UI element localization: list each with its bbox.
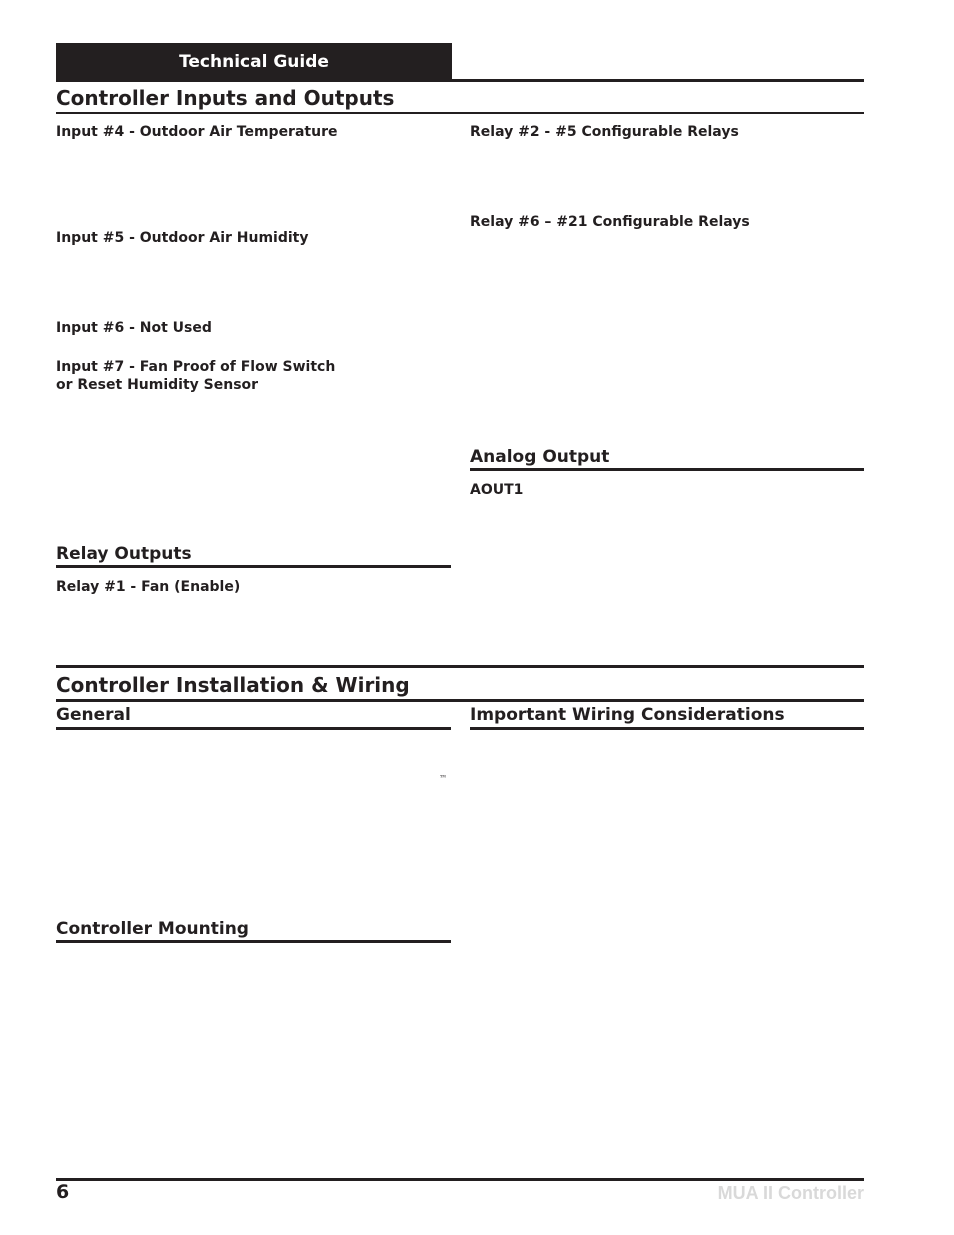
input6-heading: Input #6 - Not Used xyxy=(56,320,212,336)
footer-rule xyxy=(56,1178,864,1181)
section2-rule xyxy=(56,699,864,702)
footer-product-name: MUA II Controller xyxy=(717,1183,864,1203)
header-tab: Technical Guide xyxy=(56,43,452,80)
section-title-inputs-outputs: Controller Inputs and Outputs xyxy=(56,86,395,110)
controller-mounting-title: Controller Mounting xyxy=(56,919,249,939)
wiring-considerations-title: Important Wiring Considerations xyxy=(470,705,785,725)
section2-top-rule xyxy=(56,665,864,668)
trademark-symbol: ™ xyxy=(439,774,447,783)
analog-output-rule xyxy=(470,468,864,471)
input7-heading-line1: Input #7 - Fan Proof of Flow Switch xyxy=(56,359,336,375)
input4-heading: Input #4 - Outdoor Air Temperature xyxy=(56,124,338,140)
section-rule xyxy=(56,112,864,114)
header-rule xyxy=(56,79,864,82)
analog-output-title: Analog Output xyxy=(470,447,610,467)
relay-outputs-rule xyxy=(56,565,451,568)
wiring-considerations-rule xyxy=(470,727,864,730)
page-number: 6 xyxy=(56,1181,70,1203)
input5-heading: Input #5 - Outdoor Air Humidity xyxy=(56,230,309,246)
relay6-21-heading: Relay #6 – #21 Configurable Relays xyxy=(470,214,750,230)
general-title: General xyxy=(56,705,131,725)
relay1-heading: Relay #1 - Fan (Enable) xyxy=(56,579,241,595)
general-rule xyxy=(56,727,451,730)
controller-mounting-rule xyxy=(56,940,451,943)
section-title-installation-wiring: Controller Installation & Wiring xyxy=(56,673,410,697)
relay-outputs-title: Relay Outputs xyxy=(56,544,192,564)
aout1-heading: AOUT1 xyxy=(470,482,524,498)
input7-heading-line2: or Reset Humidity Sensor xyxy=(56,377,259,393)
relay2-5-heading: Relay #2 - #5 Configurable Relays xyxy=(470,124,739,140)
